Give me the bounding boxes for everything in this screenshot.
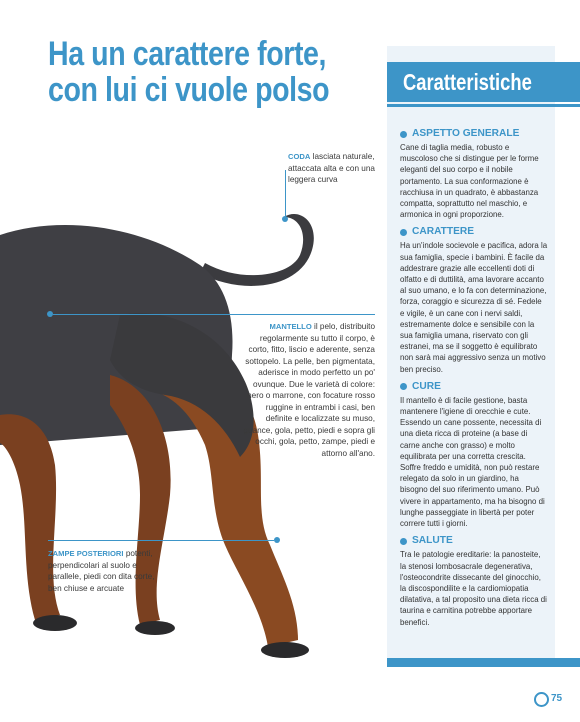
- section-title: CURE: [412, 380, 441, 392]
- zampe-leader: [48, 540, 274, 541]
- section-title: ASPETTO GENERALE: [412, 128, 520, 139]
- section-body: Il mantello è di facile gestione, basta mantenere l'igiene di orecchie e cute. Essendo un cane possente, necessita di una dieta ricca di proteine (a base di carne anche con grasso) e molto equilibrata per una corretta crescita. Soffre freddo e umidità, non può restare relegato da solo in un giardino, ha bisogno del suo riferimento umano. Può vivere in appartamento, ma ha bisogno di lunghe passeggiate in libertà per poter correre tutti i giorni.: [400, 395, 545, 529]
- bullet-icon: [400, 383, 407, 390]
- annotation-coda: [288, 151, 380, 186]
- section-cure: [400, 380, 548, 529]
- section-body: Ha un'indole socievole e pacifica, adora la sua famiglia, specie i bambini. È facile da addestrare grazie alle eccellenti doti di olfatto e di duttilità, ama lavorare accanto al suo umano, e lo fa con determinazione, forza, coraggio e sicurezza di sé. Fedele e vigile, è un cane con i nervi saldi, estremamente dolce e sensibile con la sua famiglia umana, riservato con gli estranei, ma se il soggetto è equilibrato non sarà mai aggressivo senza un motivo ben preciso.: [400, 241, 548, 374]
- dog-paw-far: [135, 621, 175, 635]
- dog-paw-front: [33, 615, 77, 631]
- annotation-coda-text: lasciata naturale, attaccata alta e con una leggera curva: [288, 152, 375, 184]
- coda-leader: [285, 170, 286, 218]
- panel-header: [387, 62, 580, 102]
- dog-paw-near: [261, 642, 309, 658]
- bullet-icon: [400, 131, 407, 138]
- headline-line-2: con lui ci vuole polso: [48, 71, 330, 109]
- zampe-dot: [274, 537, 280, 543]
- page-headline: [48, 35, 330, 109]
- panel-divider-bottom: [387, 658, 580, 667]
- dog-tail: [200, 214, 314, 286]
- panel-sections: [400, 127, 548, 633]
- coda-dot: [282, 216, 288, 222]
- page-number: 75: [551, 693, 563, 704]
- panel-title: Caratteristiche: [403, 69, 532, 95]
- section-title: SALUTE: [412, 535, 453, 547]
- annotation-zampe-key: ZAMPE POSTERIORI: [48, 549, 124, 558]
- bullet-icon: [400, 229, 407, 236]
- section-body: Cane di taglia media, robusto e muscoloso che si distingue per le forme eleganti del suo corpo e il nobile portamento. La sua conformazione è racchiusa in un quadrato, è abbastanza compatta, soprattutto nel maschio, e armonica in ogni proporzione.: [400, 143, 539, 220]
- mantello-leader: [53, 314, 375, 315]
- section-title: CARATTERE: [412, 226, 475, 238]
- section-body: Tra le patologie ereditarie: la panosteite, la stenosi lombosacrale degenerativa, l'osteocondrite dissecante del ginocchio, la discospondilite e la cardiomiopatia dilatativa, a tal proposito una dieta ricca di taurina e carnitina potrebbe apportare benefici.: [400, 550, 547, 627]
- magazine-logo-icon: [534, 692, 549, 707]
- annotation-coda-key: CODA: [288, 152, 311, 161]
- section-aspetto: [400, 127, 548, 220]
- section-salute: [400, 534, 548, 627]
- annotation-mantello-key: MANTELLO: [269, 322, 312, 331]
- annotation-mantello-text: il pelo, distribuito regolarmente su tutto il corpo, è corto, fitto, liscio e aderente, senza sottopelo. La pelle, ben pigmentata, aderisce in modo perfetto un po' ovunque. Due le varietà di colore: nero o marrone, con focature rosso ruggine in entrambi i casi, ben definite e localizzate su muso, guance, gola, petto, piedi e sopra gli occhi, gola, petto, zampe, piedi e attorno all'ano.: [243, 322, 375, 458]
- annotation-mantello: [240, 321, 375, 459]
- section-carattere: [400, 225, 548, 374]
- bullet-icon: [400, 538, 407, 545]
- panel-divider-top: [387, 104, 580, 107]
- annotation-zampe: [48, 548, 170, 594]
- annotation-zampe-text: potenti, perpendicolari al suolo e parallele, piedi con dita corte, ben chiuse e arcuate: [48, 549, 155, 593]
- headline-line-1: Ha un carattere forte,: [48, 35, 327, 73]
